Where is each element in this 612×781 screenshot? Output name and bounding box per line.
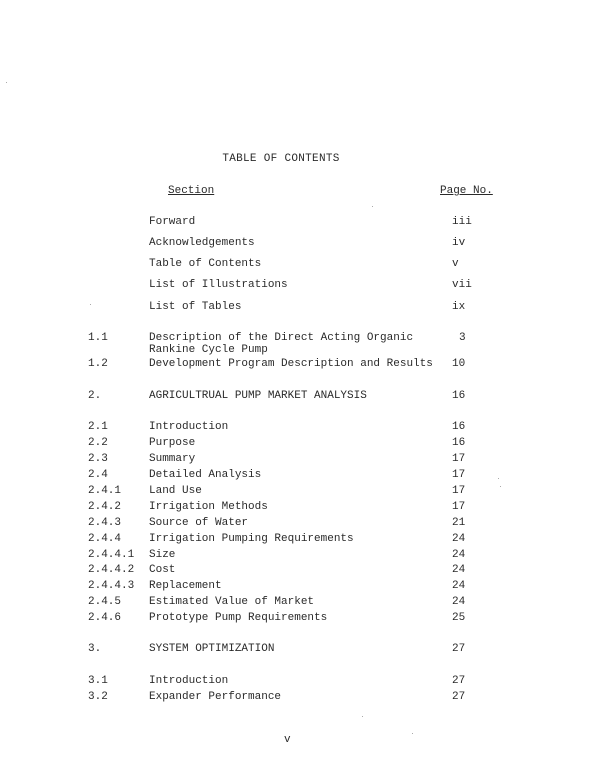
page-column-header: Page No.	[440, 185, 493, 197]
toc-entry-number: 2.4	[88, 469, 108, 481]
toc-entry-title: Purpose	[149, 437, 196, 449]
toc-entry-page: 24	[452, 533, 466, 545]
toc-entry-page: 25	[452, 612, 466, 624]
toc-entry-title: Acknowledgements	[149, 237, 255, 249]
toc-entry-title: SYSTEM OPTIMIZATION	[149, 643, 275, 655]
toc-entry-title: Detailed Analysis	[149, 469, 262, 481]
toc-entry-page: 10	[452, 358, 466, 370]
toc-entry-page: 24	[452, 549, 466, 561]
toc-entry-title: Introduction	[149, 675, 229, 687]
toc-entry-number: 1.2	[88, 358, 108, 370]
toc-entry-page: 17	[452, 453, 466, 465]
toc-entry-number: 2.4.4.1	[88, 549, 135, 561]
scan-speck	[6, 82, 7, 83]
toc-entry-page: 17	[452, 469, 466, 481]
scan-speck	[498, 478, 499, 479]
toc-entry-number: 2.4.4	[88, 533, 122, 545]
toc-entry-number: 3.2	[88, 691, 108, 703]
toc-entry-page: 27	[452, 643, 466, 655]
toc-entry-title: Irrigation Methods	[149, 501, 268, 513]
toc-entry-number: 2.2	[88, 437, 108, 449]
page-title: TABLE OF CONTENTS	[222, 153, 340, 165]
toc-entry-page: iii	[452, 216, 472, 228]
toc-entry-page: 27	[452, 675, 466, 687]
toc-entry-title: Description of the Direct Acting Organic	[149, 332, 414, 344]
toc-entry-title: Replacement	[149, 580, 222, 592]
toc-entry-page: 21	[452, 517, 466, 529]
toc-entry-number: 2.4.6	[88, 612, 122, 624]
toc-entry-number: 2.1	[88, 421, 108, 433]
toc-entry-title: Summary	[149, 453, 196, 465]
toc-entry-title: Prototype Pump Requirements	[149, 612, 328, 624]
toc-entry-page: iv	[452, 237, 466, 249]
toc-entry-number: 2.4.5	[88, 596, 122, 608]
toc-entry-page: 17	[452, 501, 466, 513]
toc-entry-number: 1.1	[88, 332, 108, 344]
toc-entry-number: 2.	[88, 390, 102, 402]
toc-entry-title: Development Program Description and Results	[149, 358, 433, 370]
toc-entry-title: Introduction	[149, 421, 229, 433]
toc-entry-page: ix	[452, 301, 466, 313]
toc-entry-page: 16	[452, 421, 466, 433]
toc-entry-title: AGRICULTRUAL PUMP MARKET ANALYSIS	[149, 390, 367, 402]
toc-entry-number: 3.1	[88, 675, 108, 687]
scan-speck	[372, 206, 373, 207]
toc-entry-page: 24	[452, 596, 466, 608]
toc-entry-page: v	[452, 258, 459, 270]
toc-entry-number: 2.4.4.3	[88, 580, 135, 592]
toc-entry-title: Source of Water	[149, 517, 249, 529]
page-number: v	[284, 734, 291, 746]
toc-entry-title: Irrigation Pumping Requirements	[149, 533, 354, 545]
toc-entry-page: 24	[452, 564, 466, 576]
toc-entry-page: 24	[452, 580, 466, 592]
toc-entry-title: Table of Contents	[149, 258, 262, 270]
toc-entry-title-continued: Rankine Cycle Pump	[149, 344, 268, 356]
toc-entry-page: 17	[452, 485, 466, 497]
toc-entry-number: 2.4.2	[88, 501, 122, 513]
toc-entry-title: Forward	[149, 216, 196, 228]
toc-entry-title: Land Use	[149, 485, 202, 497]
toc-entry-page: 27	[452, 691, 466, 703]
scan-speck	[412, 733, 413, 734]
toc-entry-page: 16	[452, 390, 466, 402]
toc-entry-title: List of Tables	[149, 301, 242, 313]
toc-entry-number: 2.4.3	[88, 517, 122, 529]
toc-entry-number: 2.3	[88, 453, 108, 465]
toc-entry-title: List of Illustrations	[149, 279, 288, 291]
toc-entry-number: 2.4.4.2	[88, 564, 135, 576]
section-column-header: Section	[168, 185, 215, 197]
toc-entry-page: 16	[452, 437, 466, 449]
toc-entry-page: vii	[452, 279, 472, 291]
toc-entry-page: 3	[459, 332, 466, 344]
toc-entry-title: Estimated Value of Market	[149, 596, 315, 608]
toc-entry-number: 2.4.1	[88, 485, 122, 497]
scan-speck	[362, 716, 363, 717]
scan-speck	[500, 486, 501, 487]
scan-speck	[90, 304, 91, 305]
toc-entry-title: Size	[149, 549, 176, 561]
toc-entry-title: Cost	[149, 564, 176, 576]
toc-entry-number: 3.	[88, 643, 102, 655]
toc-entry-title: Expander Performance	[149, 691, 282, 703]
